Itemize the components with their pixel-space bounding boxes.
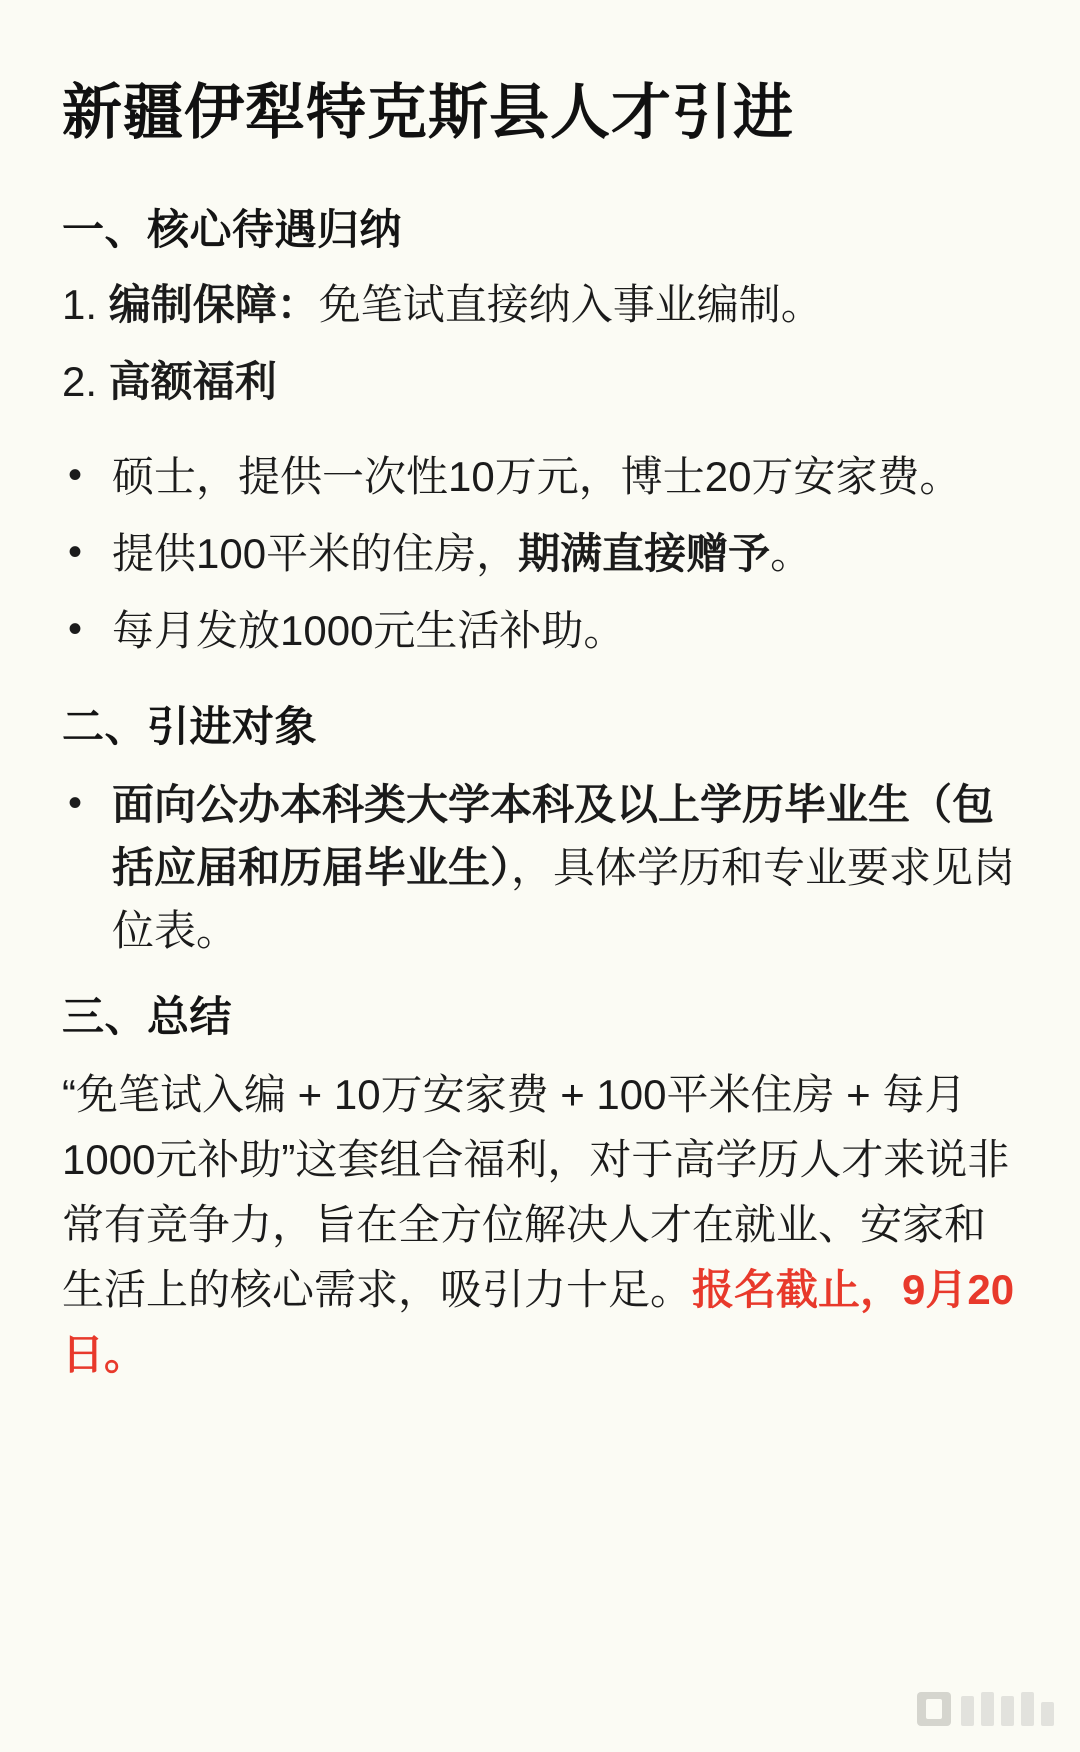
section-heading-core-benefits: 一、核心待遇归纳 — [62, 206, 403, 253]
item-number: 1. — [62, 281, 98, 329]
list-item — [62, 599, 1016, 662]
list-item-bold: 期满直接赠予 — [518, 530, 771, 578]
list-item — [62, 773, 1016, 962]
list-item-suffix: 。 — [770, 530, 813, 578]
spacer — [62, 429, 1016, 445]
list-item-text — [112, 522, 1016, 585]
list-item-text: 每月发放1000元生活补助。 — [112, 607, 626, 655]
item-number: 2. — [62, 358, 98, 406]
numbered-item-1 — [62, 275, 1016, 336]
list-item-bold: 面向公办本科类大学本科及以上学历毕业生（包括应届和历届毕业生） — [112, 780, 995, 891]
bullet-dot-icon: • — [68, 453, 83, 498]
bullet-dot-icon: • — [68, 530, 83, 575]
summary-text: “免笔试入编 + 10万安家费 + 100平米住房 + 每月1000元补助”这套组合福利，对于高学历人才来说非常有竞争力，旨在全方位解决人才在就业、安家和生活上的核心需求，吸引力十足。 — [62, 1070, 1010, 1314]
bullet-dot-icon: • — [68, 607, 83, 652]
list-item-text: 硕士，提供一次性10万元，博士20万安家费。 — [112, 453, 962, 501]
page-title: 新疆伊犁特克斯县人才引进 — [62, 79, 794, 146]
numbered-item-2 — [62, 352, 1016, 413]
list-item — [62, 522, 1016, 585]
item-bold-label: 编制保障： — [108, 281, 319, 329]
bullet-dot-icon: • — [68, 780, 83, 825]
list-item-prefix: 提供100平米的住房， — [112, 530, 519, 578]
item-bold-label: 高额福利 — [108, 358, 277, 406]
section-heading-target-candidates: 二、引进对象 — [62, 703, 318, 751]
list-item-text — [112, 773, 1016, 962]
spacer — [62, 976, 1016, 992]
watermark-logo-icon — [917, 1692, 951, 1726]
spacer — [62, 676, 1016, 702]
item-text: 免笔试直接纳入事业编制。 — [318, 281, 823, 329]
watermark-bars-icon — [961, 1692, 1054, 1726]
list-item — [62, 445, 1016, 508]
app-watermark — [917, 1692, 1054, 1726]
summary-paragraph — [62, 1062, 1016, 1387]
section-heading-summary: 三、总结 — [62, 992, 233, 1040]
deadline-notice: 报名截止，9月20日。 — [62, 1266, 1015, 1379]
list-item-suffix: ，具体学历和专业要求见岗位表。 — [112, 843, 1016, 954]
